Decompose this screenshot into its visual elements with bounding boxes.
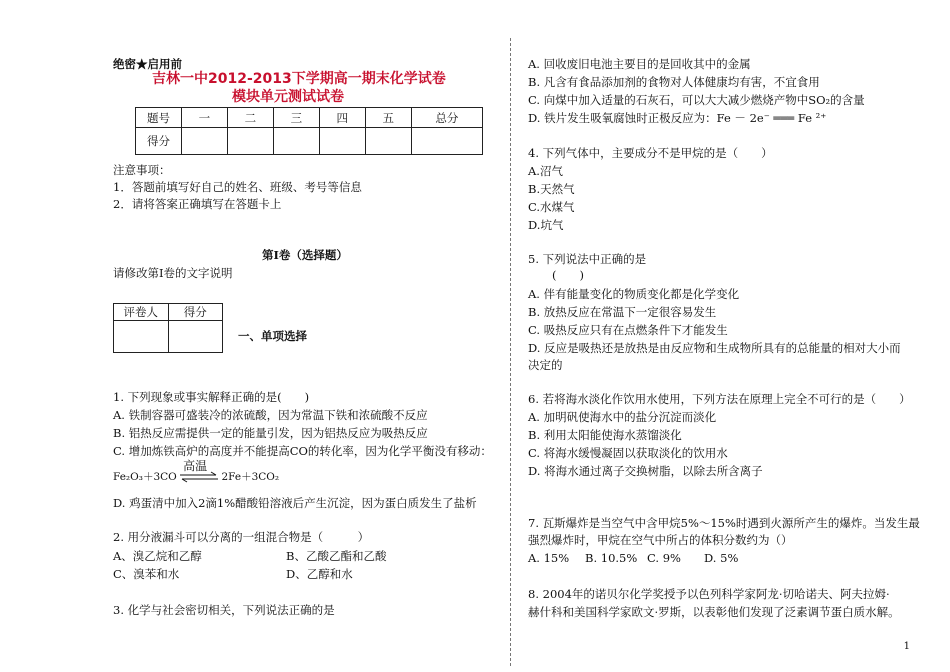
score-cell[interactable] (365, 128, 411, 155)
equation-condition: 高温 (183, 459, 208, 473)
question-2-stem: 2. 用分液漏斗可以分离的一组混合物是（ ） (113, 530, 370, 544)
equation (113, 459, 280, 484)
score-table-row-label: 得分 (136, 128, 182, 155)
question-1-option-d: D. 鸡蛋清中加入2滴1%醋酸铅溶液后产生沉淀，因为蛋白质发生了盐析 (113, 496, 477, 510)
question-3-option-a: A. 回收废旧电池主要目的是回收其中的金属 (528, 57, 751, 71)
question-2-option-c: C、溴苯和水 (113, 567, 180, 581)
grader-label: 评卷人 (114, 304, 169, 321)
grader-cell[interactable] (114, 321, 169, 353)
grader-cell[interactable] (168, 321, 223, 353)
question-7-option-c: C. 9% (647, 551, 681, 565)
question-2-option-d: D、乙醇和水 (286, 567, 353, 581)
grader-score-label: 得分 (168, 304, 223, 321)
score-table (135, 107, 483, 155)
equation-reactants: Fe₂O₃＋3CO (113, 471, 177, 483)
score-table-header-cell: 三 (273, 108, 319, 128)
question-6-option-d: D. 将海水通过离子交换树脂，以除去所含离子 (528, 464, 763, 478)
question-5-option-d-cont: 决定的 (528, 358, 563, 372)
question-5-option-c: C. 吸热反应只有在点燃条件下才能发生 (528, 323, 728, 337)
note-item: 1．答题前填写好自己的姓名、班级、考号等信息 (113, 180, 362, 194)
score-cell[interactable] (411, 128, 482, 155)
question-2-option-b: B、乙酸乙酯和乙酸 (286, 549, 387, 563)
equilibrium-arrow-icon (180, 459, 218, 483)
question-3-option-d: D. 铁片发生吸氧腐蚀时正极反应为：Fe － 2e⁻ ═══ Fe ²⁺ (528, 111, 827, 125)
part-heading: 一、单项选择 (238, 329, 307, 343)
question-5-option-b: B. 放热反应在常温下一定很容易发生 (528, 305, 717, 319)
score-table-header-cell: 二 (227, 108, 273, 128)
question-7-option-d: D. 5% (704, 551, 739, 565)
page-number: 1 (903, 641, 910, 652)
score-cell[interactable] (273, 128, 319, 155)
question-3-stem: 3. 化学与社会密切相关，下列说法正确的是 (113, 603, 335, 617)
question-4-option-c: C.水煤气 (528, 200, 575, 214)
question-1-stem: 1. 下列现象或事实解释正确的是( ) (113, 390, 310, 404)
question-1-option-a: A. 铁制容器可盛装冷的浓硫酸，因为常温下铁和浓硫酸不反应 (113, 408, 428, 422)
question-5-stem: 5. 下列说法中正确的是 (528, 252, 647, 266)
question-4-option-a: A.沼气 (528, 164, 563, 178)
question-4-stem: 4. 下列气体中，主要成分不是甲烷的是（ ） (528, 146, 773, 160)
question-7-option-b: B. 10.5% (585, 551, 638, 565)
question-2-option-a: A、溴乙烷和乙醇 (113, 549, 202, 563)
grader-table (113, 303, 223, 353)
question-6-option-b: B. 利用太阳能使海水蒸馏淡化 (528, 428, 682, 442)
question-5-option-a: A. 伴有能量变化的物质变化都是化学变化 (528, 287, 740, 301)
question-5-answer-blank: ( ) (552, 268, 584, 282)
exam-subtitle: 模块单元测试试卷 (232, 89, 344, 105)
score-cell[interactable] (319, 128, 365, 155)
question-7-option-a: A. 15% (528, 551, 570, 565)
score-table-header-cell: 总分 (411, 108, 482, 128)
score-table-header-cell: 一 (181, 108, 227, 128)
question-7-stem: 7. 瓦斯爆炸是当空气中含甲烷5%～15%时遇到火源所产生的爆炸。当发生最 (528, 516, 920, 530)
question-8-stem-cont: 赫什科和美国科学家欧文·罗斯，以表彰他们发现了泛素调节蛋白质水解。 (528, 605, 900, 619)
section-description: 请修改第I卷的文字说明 (113, 266, 233, 280)
question-1-option-b: B. 铝热反应需提供一定的能量引发，因为铝热反应为吸热反应 (113, 426, 428, 440)
score-cell[interactable] (227, 128, 273, 155)
question-1-option-c: C. 增加炼铁高炉的高度并不能提高CO的转化率，因为化学平衡没有移动： (113, 444, 492, 458)
exam-title: 吉林一中2012-2013下学期高一期末化学试卷 (152, 71, 446, 87)
question-4-option-d: D.坑气 (528, 218, 564, 232)
question-5-option-d: D. 反应是吸热还是放热是由反应物和生成物所具有的总能量的相对大小而 (528, 341, 901, 355)
question-3-option-c: C. 向煤中加入适量的石灰石，可以大大减少燃烧产物中SO₂的含量 (528, 93, 865, 107)
secret-label: 绝密★启用前 (113, 57, 182, 71)
section-title: 第I卷（选择题） (262, 248, 348, 262)
question-6-stem: 6. 若将海水淡化作饮用水使用，下列方法在原理上完全不可行的是（ ） (528, 392, 911, 406)
score-cell[interactable] (181, 128, 227, 155)
score-table-header-cell: 五 (365, 108, 411, 128)
score-table-header-cell: 四 (319, 108, 365, 128)
question-8-stem: 8. 2004年的诺贝尔化学奖授予以色列科学家阿龙·切哈诺夫、阿夫拉姆· (528, 587, 890, 601)
notes-heading: 注意事项： (113, 163, 171, 177)
column-divider (510, 38, 511, 666)
question-3-option-b: B. 凡含有食品添加剂的食物对人体健康均有害，不宜食用 (528, 75, 820, 89)
equation-products: 2Fe＋3CO₂ (221, 471, 280, 483)
score-table-header-cell: 题号 (136, 108, 182, 128)
question-6-option-a: A. 加明矾使海水中的盐分沉淀而淡化 (528, 410, 717, 424)
question-7-stem-cont: 强烈爆炸时，甲烷在空气中所占的体积分数约为（） (528, 533, 793, 547)
question-6-option-c: C. 将海水缓慢凝固以获取淡化的饮用水 (528, 446, 728, 460)
note-item: 2．请将答案正确填写在答题卡上 (113, 197, 282, 211)
question-4-option-b: B.天然气 (528, 182, 575, 196)
